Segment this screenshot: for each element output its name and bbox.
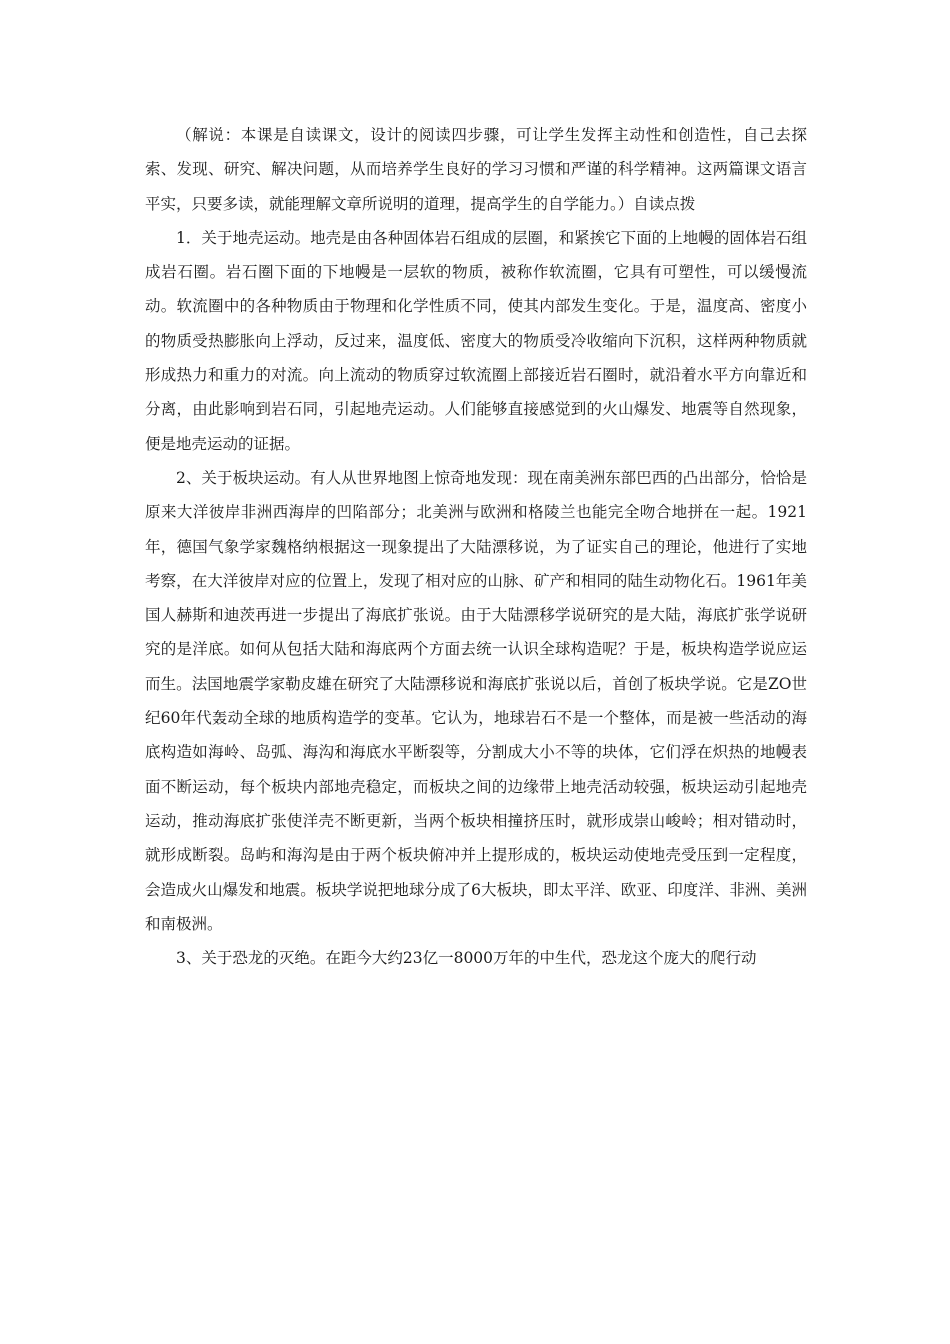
paragraph-plate-movement: 2、关于板块运动。有人从世界地图上惊奇地发现：现在南美洲东部巴西的凸出部分，恰恰是原来大洋彼岸非洲西海岸的凹陷部分；北美洲与欧洲和格陵兰也能完全吻合地拼在一起。1921年，德国气象学家魏格纳根据这一现象提出了大陆漂移说，为了证实自己的理论，他进行了实地考察，在大洋彼岸对应的位置上，发现了相对应的山脉、矿产和相同的陆生动物化石。1961年美国人赫斯和迪茨再进一步提出了海底扩张说。由于大陆漂移学说研究的是大陆，海底扩张学说研究的是洋底。如何从包括大陆和海底两个方面去统一认识全球构造呢？于是，板块构造学说应运而生。法国地震学家勒皮雄在研究了大陆漂移说和海底扩张说以后，首创了板块学说。它是ZO世纪60年代轰动全球的地质构造学的变革。它认为，地球岩石不是一个整体，而是被一些活动的海底构造如海岭、岛弧、海沟和海底水平断裂等，分割成大小不等的块体，它们浮在炽热的地幔表面不断运动，每个板块内部地壳稳定，而板块之间的边缘带上地壳活动较强，板块运动引起地壳运动，推动海底扩张使洋壳不断更新，当两个板块相撞挤压时，就形成崇山峻岭；相对错动时，就形成断裂。岛屿和海沟是由于两个板块俯冲并上提形成的，板块运动使地壳受压到一定程度，会造成火山爆发和地震。板块学说把地球分成了6大板块，即太平洋、欧亚、印度洋、非洲、美洲和南极洲。: [145, 468, 807, 933]
document-body: [145, 118, 807, 975]
paragraph-commentary: （解说：本课是自读课文，设计的阅读四步骤，可让学生发挥主动性和创造性，自己去探索、发现、研究、解决问题，从而培养学生良好的学习习惯和严谨的科学精神。这两篇课文语言平实，只要多读，就能理解文章所说明的道理，提高学生的自学能力。）自读点拨: [145, 126, 807, 213]
paragraph-crust-movement: 1．关于地壳运动。地壳是由各种固体岩石组成的层圈，和紧挨它下面的上地幔的固体岩石组成岩石圈。岩石圈下面的下地幔是一层软的物质，被称作软流圈，它具有可塑性，可以缓慢流动。软流圈中的各种物质由于物理和化学性质不同，使其内部发生变化。于是，温度高、密度小的物质受热膨胀向上浮动，反过来，温度低、密度大的物质受冷收缩向下沉积，这样两种物质就形成热力和重力的对流。向上流动的物质穿过软流圈上部接近岩石圈时，就沿着水平方向靠近和分离，由此影响到岩石同，引起地壳运动。人们能够直接感觉到的火山爆发、地震等自然现象，便是地壳运动的证据。: [145, 228, 807, 453]
paragraph-dinosaur-extinction: 3、关于恐龙的灭绝。在距今大约23亿一8000万年的中生代，恐龙这个庞大的爬行动: [176, 949, 757, 968]
